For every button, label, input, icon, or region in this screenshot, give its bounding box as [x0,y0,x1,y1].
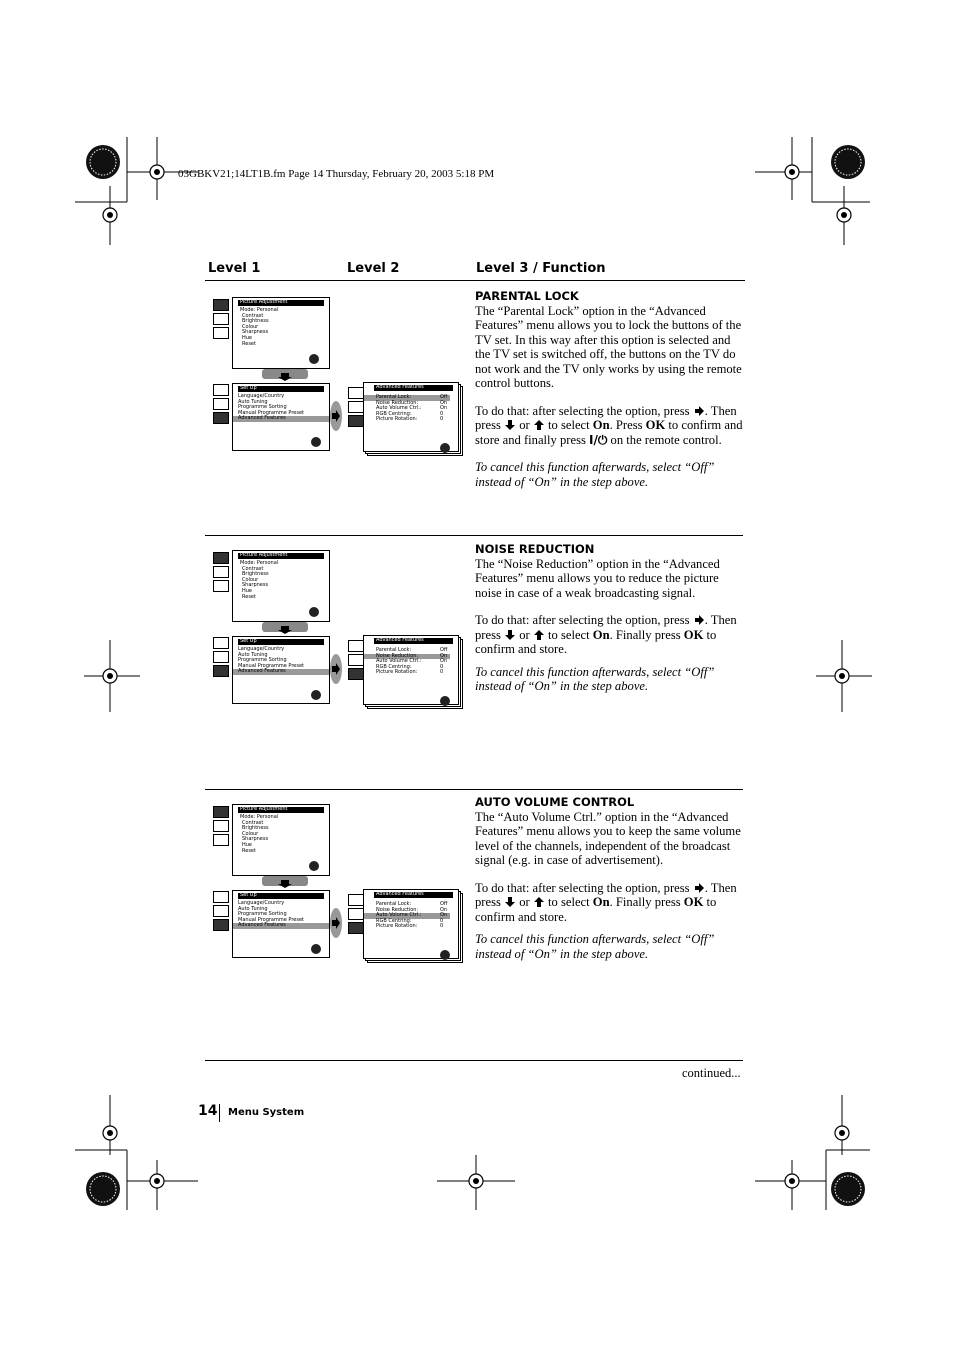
menu-title: Advanced Features [374,892,453,898]
menu-title: Advanced Features [374,385,453,391]
menu-title: Picture Adjustment [238,553,324,559]
instr-text: To do that: after selecting the option, press [475,880,690,895]
instr-text: or [519,627,530,642]
menu-icon [213,566,229,578]
menu-item: Mode: Personal [240,560,279,566]
menu-icon [213,412,229,424]
menu-icon [213,313,229,325]
right-arrow-oval [330,401,342,431]
menu-icon [213,384,229,396]
instr-ok: OK [683,627,704,642]
menu-item-value: On [440,652,448,659]
menu-item-label: Noise Reduction: [376,399,419,406]
menu-item-value: On [440,912,448,919]
menu-icon [213,299,229,311]
menu-item: Programme Sorting [238,404,287,411]
section-title: AUTO VOLUME CONTROL [475,795,635,809]
menu-item: Reset [242,593,256,600]
menu-item: Contrast [242,565,264,572]
menu-item: Manual Programme Preset [238,662,304,669]
arrow-down-icon [504,419,516,431]
section-description: The “Auto Volume Ctrl.” option in the “Advanced Features” menu allows you to keep the same volume level of the channels, independent of the broadcast signal (e.g. in case of advertisement). [475,809,741,867]
menu-icon [213,806,229,818]
right-arrow-oval [330,908,342,938]
menu-item: Manual Programme Preset [238,409,304,416]
menu-item: Advanced Features [233,416,329,422]
menu-item: Language/Country [238,646,285,652]
ok-button-icon [311,944,321,954]
section-instructions [475,881,745,925]
ok-button-icon [311,437,321,447]
menu-item-value: 0 [440,663,444,670]
menu-item-label: Noise Reduction: [376,906,419,913]
instr-text: to confirm and store. [475,895,717,924]
menu-item-value: Off [440,394,448,400]
menu-item-value: 0 [440,917,444,924]
menu-item-value: Off [440,647,448,653]
ok-button-icon [309,354,319,364]
footer-section-label: Menu System [228,1107,305,1118]
instr-text: or [519,418,530,432]
arrow-right-icon [693,405,705,417]
ok-button-icon [311,690,321,700]
menu-item: Hue [242,587,253,594]
menu-icon [348,922,364,934]
menu-icon [213,327,229,339]
menu-item-value: On [440,405,448,412]
menu-item-value: Off [440,901,448,907]
instr-text: . Then press [475,613,737,642]
menu-item [364,924,450,930]
instr-text: To do that: after selecting the option, press [475,403,690,418]
menu-item-label: Parental Lock: [376,394,412,400]
menu-item: Programme Sorting [238,657,287,664]
down-arrow-banner [262,876,308,886]
menu-item: Contrast [242,312,264,319]
menu-icon [348,894,364,906]
menu-item: Auto Tuning [238,905,268,912]
instr-text: . Finally press [609,627,681,642]
ok-button-icon [440,443,450,453]
continued-label: continued... [682,1066,741,1080]
menu-icon [213,919,229,931]
menu-title: Picture Adjustment [238,807,324,813]
arrow-up-icon [533,896,545,908]
menu-item [364,670,450,676]
menu-item: Contrast [242,819,264,826]
menu-item-value: 0 [440,416,444,423]
menu-item: Mode: Personal [240,307,279,313]
instr-text: to confirm and store. [475,627,717,656]
menu-item-label: Auto Volume Ctrl.: [376,405,422,412]
menu-icon [213,398,229,410]
menu-item-label: Parental Lock: [376,647,412,653]
arrow-right-icon [693,614,705,626]
menu-icon [348,401,364,413]
menu-item: Programme Sorting [238,911,287,918]
section-title: NOISE REDUCTION [475,542,595,556]
menu-icon [213,665,229,677]
menu-item: Auto Tuning [238,651,268,658]
section-description: The “Noise Reduction” option in the “Advanced Features” menu allows you to reduce the picture noise in case of a weak broadcasting signal. [475,556,720,600]
section-note: To cancel this function afterwards, select “Off” instead of “On” in the step above. [475,460,715,489]
menu-item: Colour [242,830,259,837]
instr-text: to select [548,418,590,432]
menu-item: Language/Country [238,900,285,906]
menu-item-value: On [440,906,448,913]
instr-text: To do that: after selecting the option, press [475,613,690,627]
right-arrow-oval [330,654,342,684]
advanced-features-menu [363,635,459,705]
section-noise-reduction [475,542,745,694]
menu-item-value: On [440,658,448,665]
menu-item-label: Auto Volume Ctrl.: [376,658,422,665]
menu-icon [348,654,364,666]
menu-icon [213,637,229,649]
level-2-heading: Level 2 [347,261,400,276]
menu-item [364,417,450,423]
menu-icon [348,668,364,680]
menu-item: Brightness [242,825,269,832]
section-rule [205,535,743,536]
menu-item: Advanced Features [233,669,329,675]
menu-item: Sharpness [242,582,269,589]
menu-title: Set Up [238,893,324,899]
menu-item-label: Noise Reduction: [376,652,419,659]
instr-text: . Then press [475,403,737,432]
menu-item-value: On [440,399,448,406]
menu-icon [348,415,364,427]
level-3-heading: Level 3 / Function [476,261,606,276]
menu-item: Mode: Personal [240,814,279,820]
section-instructions [475,404,745,448]
menu-item: Language/Country [238,393,285,399]
instr-ok: OK [683,895,704,909]
menu-item: Sharpness [242,836,269,843]
menu-item-value: 0 [440,669,444,676]
menu-icon [348,640,364,652]
level-1-heading: Level 1 [208,261,261,276]
menu-item-label: RGB Centring: [376,917,412,924]
instr-text: . Finally press [609,895,681,909]
menu-title: Set Up [238,386,324,392]
arrow-right-icon [693,882,705,894]
down-arrow-banner [262,622,308,632]
instr-text: or [519,895,530,909]
menu-item: Reset [242,340,256,347]
menu-item: Colour [242,323,259,330]
section-instructions [475,613,745,657]
instr-ok: OK [645,418,666,432]
ok-button-icon [440,696,450,706]
menu-item: Hue [242,841,253,848]
section-auto-volume-control [475,795,745,961]
menu-item-label: Picture Rotation: [376,923,418,930]
menu-item: Sharpness [242,329,269,336]
menu-item: Manual Programme Preset [238,916,304,923]
menu-item-value: 0 [440,410,444,417]
menu-title: Set Up [238,639,324,645]
arrow-up-icon [533,629,545,641]
page-number: 14 [198,1103,218,1119]
menu-icon [348,387,364,399]
section-parental-lock [475,289,745,489]
menu-item-label: Parental Lock: [376,901,412,907]
menu-item-label: Picture Rotation: [376,416,418,423]
menu-item-label: RGB Centring: [376,663,412,670]
section-rule [205,1060,743,1061]
power-icon: I/⏻ [589,432,608,447]
header-rule [205,280,745,281]
ok-button-icon [440,950,450,960]
section-rule [205,789,743,790]
instr-text: to select [548,627,590,642]
menu-item: Brightness [242,318,269,325]
menu-item-label: RGB Centring: [376,410,412,417]
menu-icon [213,820,229,832]
menu-item-value: 0 [440,923,444,930]
menu-icon [348,908,364,920]
menu-title: Advanced Features [374,638,453,644]
menu-item: Colour [242,576,259,583]
arrow-down-icon [504,629,516,641]
arrow-up-icon [533,419,545,431]
menu-icon [213,891,229,903]
menu-item: Reset [242,847,256,854]
menu-item-label: Picture Rotation: [376,669,418,676]
section-title: PARENTAL LOCK [475,289,579,303]
section-description: The “Parental Lock” option in the “Advanced Features” menu allows you to lock the buttons of the TV set. In this way after this option is selected and the TV set is switched off, the buttons on the TV do not work and the TV only works by using the remote control buttons. [475,303,742,390]
instr-text: on the remote control. [610,432,722,447]
menu-item: Hue [242,334,253,341]
section-note: To cancel this function afterwards, select “Off” instead of “On” in the step above. [475,932,715,961]
instr-on: On [592,627,610,642]
menu-icon [213,580,229,592]
instr-on: On [592,418,610,432]
advanced-features-menu [363,889,459,959]
menu-item: Auto Tuning [238,398,268,405]
menu-icon [213,552,229,564]
instr-text: . Press [609,418,643,432]
ok-button-icon [309,607,319,617]
instr-text: to select [548,895,590,909]
menu-icon [213,651,229,663]
instr-text: to confirm and store and finally press [475,418,743,447]
menu-item: Advanced Features [233,923,329,929]
instr-on: On [592,895,610,909]
menu-item-label: Auto Volume Ctrl.: [376,912,422,919]
arrow-down-icon [504,896,516,908]
ok-button-icon [309,861,319,871]
instr-text: . Then press [475,880,737,909]
menu-item: Brightness [242,571,269,578]
file-header: 03GBKV21;14LT1B.fm Page 14 Thursday, February 20, 2003 5:18 PM [178,168,495,180]
menu-icon [213,834,229,846]
advanced-features-menu [363,382,459,452]
menu-icon [213,905,229,917]
footer-separator [219,1104,220,1122]
down-arrow-banner [262,369,308,379]
menu-title: Picture Adjustment [238,300,324,306]
section-note: To cancel this function afterwards, select “Off” instead of “On” in the step above. [475,664,715,693]
